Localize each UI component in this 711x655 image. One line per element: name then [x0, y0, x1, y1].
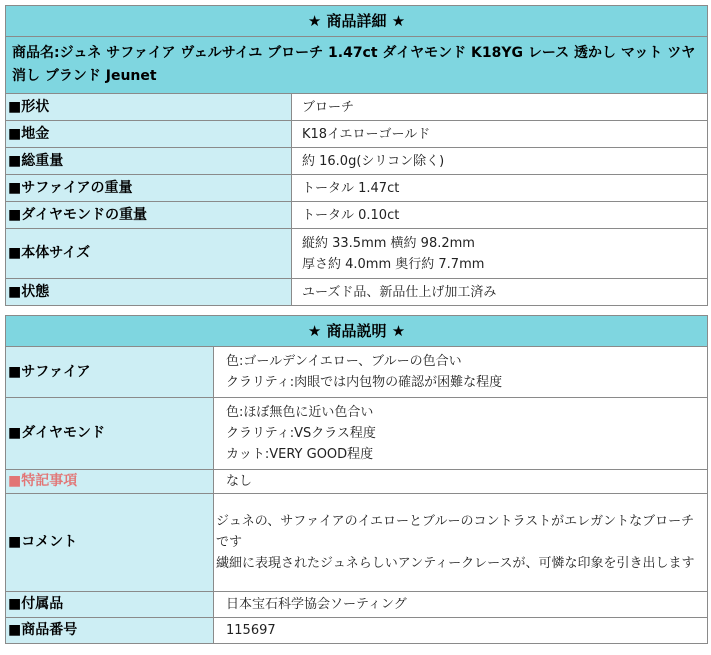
row-label-accessories: ■付属品	[6, 592, 214, 618]
row-value-diamond-weight: トータル 0.10ct	[292, 202, 708, 229]
table-row	[6, 94, 708, 121]
product-name-row	[6, 37, 708, 94]
product-description-table	[5, 315, 708, 644]
size-line: 厚さ約 4.0mm 奥行約 7.7mm	[302, 256, 485, 272]
table-row	[6, 347, 708, 398]
row-value-condition: ユーズド品、新品仕上げ加工済み	[292, 279, 708, 306]
row-value-special-notes: なし	[214, 470, 708, 494]
row-value-sapphire-weight: トータル 1.47ct	[292, 175, 708, 202]
row-value-size	[292, 229, 708, 279]
details-header-row	[6, 6, 708, 37]
row-label-product-number: ■商品番号	[6, 618, 214, 644]
size-line: 縦約 33.5mm 横約 98.2mm	[302, 235, 475, 251]
sapphire-line: クラリティ:肉眼では内包物の確認が困難な程度	[226, 375, 503, 390]
diamond-line: クラリティ:VSクラス程度	[226, 426, 376, 441]
sapphire-line: 色:ゴールデンイエロー、ブルーの色合い	[226, 354, 462, 369]
description-header: ★ 商品説明 ★	[6, 316, 708, 347]
row-value-diamond	[214, 398, 708, 470]
table-row	[6, 279, 708, 306]
row-label-diamond: ■ダイヤモンド	[6, 398, 214, 470]
comment-line: 繊細に表現されたジュネらしいアンティークレースが、可憐な印象を引き出します	[216, 556, 695, 571]
row-label-sapphire-weight: ■サファイアの重量	[6, 175, 292, 202]
table-row	[6, 592, 708, 618]
row-value-metal: K18イエローゴールド	[292, 121, 708, 148]
row-label-sapphire: ■サファイア	[6, 347, 214, 398]
diamond-line: 色:ほぼ無色に近い色合い	[226, 405, 374, 420]
table-row	[6, 121, 708, 148]
table-row	[6, 618, 708, 644]
row-label-metal: ■地金	[6, 121, 292, 148]
row-label-comment: ■コメント	[6, 494, 214, 592]
row-label-diamond-weight: ■ダイヤモンドの重量	[6, 202, 292, 229]
table-row	[6, 202, 708, 229]
row-label-shape: ■形状	[6, 94, 292, 121]
table-row	[6, 148, 708, 175]
row-value-comment	[214, 494, 708, 592]
description-header-row	[6, 316, 708, 347]
row-value-product-number: 115697	[214, 618, 708, 644]
product-name: 商品名:ジュネ サファイア ヴェルサイユ ブローチ 1.47ct ダイヤモンド K18YG レース 透かし マット ツヤ消し ブランド Jeunet	[6, 37, 708, 94]
product-details-table	[5, 5, 708, 306]
diamond-line: カット:VERY GOOD程度	[226, 447, 374, 462]
row-label-special-notes: ■特記事項	[6, 470, 214, 494]
row-label-total-weight: ■総重量	[6, 148, 292, 175]
row-value-sapphire	[214, 347, 708, 398]
table-row	[6, 398, 708, 470]
comment-line: ジュネの、サファイアのイエローとブルーのコントラストがエレガントなブローチです	[216, 514, 695, 550]
row-label-condition: ■状態	[6, 279, 292, 306]
row-value-accessories: 日本宝石科学協会ソーティング	[214, 592, 708, 618]
table-row	[6, 229, 708, 279]
table-row	[6, 470, 708, 494]
row-value-shape: ブローチ	[292, 94, 708, 121]
row-label-size: ■本体サイズ	[6, 229, 292, 279]
table-row	[6, 175, 708, 202]
details-header: ★ 商品詳細 ★	[6, 6, 708, 37]
table-row	[6, 494, 708, 592]
row-value-total-weight: 約 16.0g(シリコン除く)	[292, 148, 708, 175]
